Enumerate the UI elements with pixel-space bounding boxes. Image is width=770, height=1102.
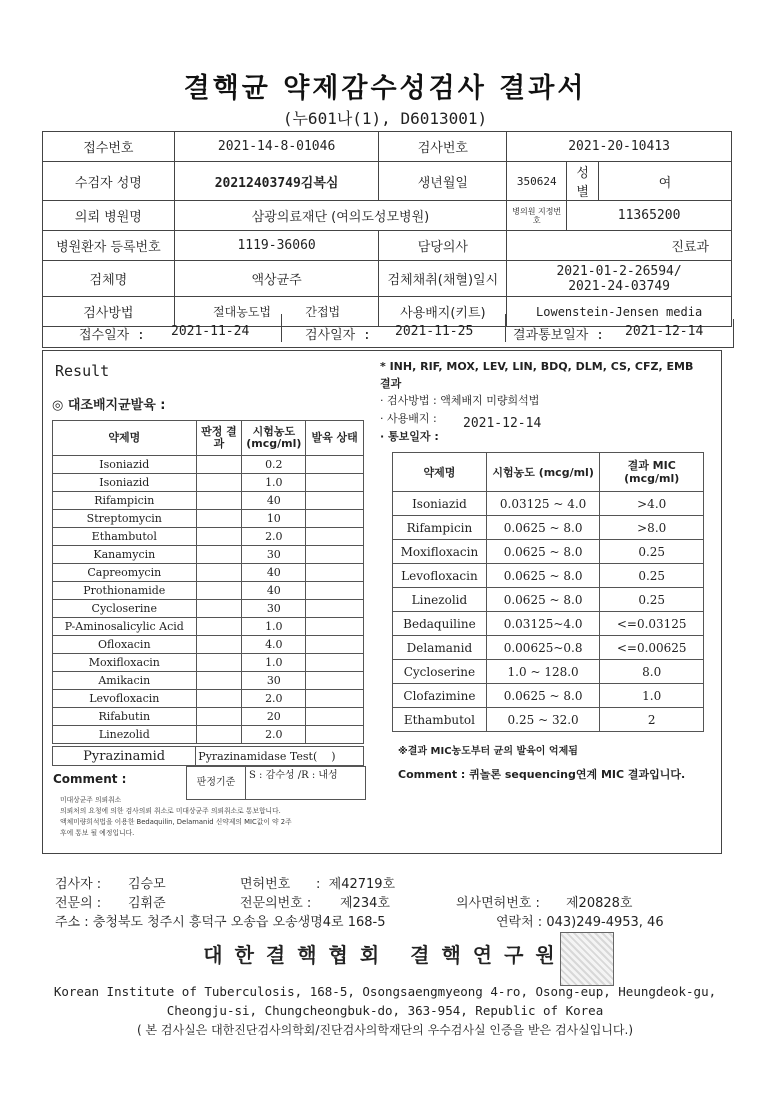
rt-drug-name: Rifampicin [393,516,487,540]
lt-drug-name: Kanamycin [53,546,197,564]
lt-concentration: 30 [242,600,306,618]
lt-growth [306,726,364,744]
lt-concentration: 2.0 [242,726,306,744]
organization-english-1: Korean Institute of Tuberculosis, 168-5, Osongsaengmyeong 4-ro, Osong-eup, Heungdeok-gu, [53,984,717,999]
lt-concentration: 0.2 [242,456,306,474]
lt-judgement [196,456,242,474]
license-no: : 제42719호 [316,877,396,892]
lt-growth [306,582,364,600]
pyrazinamid-row [52,746,364,766]
rt-mic-value: <=0.03125 [600,612,704,636]
patient-name-label: 수검자 성명 [43,162,175,201]
table-row [53,528,364,546]
table-row [53,510,364,528]
rt-concentration-range: 0.0625 ~ 8.0 [486,564,600,588]
lt-concentration: 1.0 [242,474,306,492]
mic-result-word: 결과 [380,377,402,390]
patient-info-table [42,131,732,327]
lt-judgement [196,546,242,564]
lt-judgement [196,582,242,600]
rt-mic-value: 2 [600,708,704,732]
table-row [53,474,364,492]
tester-name: 김승모 [128,877,166,892]
lt-concentration: 40 [242,582,306,600]
table-row [53,546,364,564]
reported-date: 2021-12-14 [625,324,704,339]
rt-concentration-range: 0.03125 ~ 4.0 [486,492,600,516]
mic-table [392,452,704,732]
note-line-3: 액체미량희석법을 이용한 Bedaquilin, Delamanid 신약제의 MIC값이 약 2주 [60,818,292,826]
collection-id-1: 2021-01-2-26594/ [556,263,682,279]
mic-notify-label: · 통보일자 : [380,430,439,443]
lt-drug-name: Cycloserine [53,600,197,618]
lt-concentration: 4.0 [242,636,306,654]
lt-judgement [196,618,242,636]
lt-growth [306,600,364,618]
table-row [393,636,704,660]
note-line-1: 미대상균주 의뢰취소 [60,796,122,804]
lt-growth [306,546,364,564]
lt-drug-name: Rifabutin [53,708,197,726]
rt-concentration-range: 0.25 ~ 32.0 [486,708,600,732]
mic-drug-list: * INH, RIF, MOX, LEV, LIN, BDQ, DLM, CS, CFZ, EMB [380,360,694,373]
lt-growth [306,510,364,528]
lt-concentration: 40 [242,492,306,510]
lt-judgement [196,708,242,726]
rt-concentration-range: 0.03125~4.0 [486,612,600,636]
lt-drug-name: Prothionamide [53,582,197,600]
rt-mic-value: >8.0 [600,516,704,540]
doctor-label: 담당의사 [379,231,507,261]
lt-drug-name: P-Aminosalicylic Acid [53,618,197,636]
table-row [393,492,704,516]
certification-note: ( 본 검사실은 대한진단검사의학회/진단검사의학재단의 우수검사실 인증을 받은 검사실입니다.) [136,1023,633,1037]
rt-mic-value: <=0.00625 [600,636,704,660]
lt-drug-name: Ethambutol [53,528,197,546]
lt-concentration: 2.0 [242,528,306,546]
dates-row [42,319,734,348]
hospital-name: 삼광의료재단 (여의도성모병원) [174,201,506,231]
lt-judgement [196,690,242,708]
method-absolute: 절대농도법 [213,305,272,319]
criteria-label: 판정기준 [187,767,246,799]
organization-english-2: Cheongju-si, Chungcheongbuk-do, 363-954, Republic of Korea [166,1003,604,1018]
note-line-2: 의뢰처의 요청에 의한 검사의뢰 취소로 미대상균주 의뢰취소로 통보합니다. [60,807,281,815]
rt-mic-value: 0.25 [600,564,704,588]
lt-judgement [196,726,242,744]
table-row [53,726,364,744]
method-indirect: 간접법 [305,305,341,319]
table-row [393,708,704,732]
received-label: 접수일자 : [79,328,145,343]
lt-growth [306,492,364,510]
specialist-license-no: 제234호 [340,896,390,911]
table-row [53,456,364,474]
rt-drug-name: Levofloxacin [393,564,487,588]
collection-ids [507,261,732,297]
lt-drug-name: Ofloxacin [53,636,197,654]
lt-drug-name: Isoniazid [53,474,197,492]
specimen-name: 액상균주 [174,261,379,297]
lt-drug-name: Linezolid [53,726,197,744]
table-row [53,636,364,654]
lt-judgement [196,510,242,528]
collection-id-2: 2021-24-03749 [568,278,670,294]
lt-concentration: 40 [242,564,306,582]
specialist-label: 전문의 : [55,896,102,911]
lt-drug-name: Capreomycin [53,564,197,582]
mic-medium: · 사용배지 : [380,412,437,425]
lt-growth [306,672,364,690]
table-row [53,600,364,618]
lt-concentration: 20 [242,708,306,726]
rt-mic-value: 0.25 [600,540,704,564]
contact: 연락처 : 043)249-4953, 46 [496,915,664,930]
table-row [53,690,364,708]
rt-mic-value: 0.25 [600,588,704,612]
lt-judgement [196,636,242,654]
lt-judgement [196,654,242,672]
lt-judgement [196,600,242,618]
lt-judgement [196,672,242,690]
lt-drug-name: Moxifloxacin [53,654,197,672]
lt-concentration: 10 [242,510,306,528]
rt-drug-name: Delamanid [393,636,487,660]
lt-drug-name: Isoniazid [53,456,197,474]
lt-drug-name: Rifampicin [53,492,197,510]
doctor-license-label: 의사면허번호 : [456,896,540,911]
mic-method: · 검사방법 : 액체배지 미량희석법 [380,394,540,407]
table-row [53,582,364,600]
document-code: (누601나(1), D6013001) [282,109,488,128]
table-row [53,708,364,726]
rt-concentration-range: 1.0 ~ 128.0 [486,660,600,684]
specimen-label: 검체명 [43,261,175,297]
table-row [53,672,364,690]
result-heading: Result [55,362,110,380]
lt-header-growth: 발육 상태 [306,421,364,456]
doctor-license-no: 제20828호 [566,896,633,911]
lt-growth [306,528,364,546]
lt-concentration: 1.0 [242,618,306,636]
exam-no: 2021-20-10413 [507,132,732,162]
patient-name: 20212403749김복심 [174,162,379,201]
table-row [393,660,704,684]
medium-value: Lowenstein-Jensen media [507,297,732,327]
lt-growth [306,708,364,726]
lt-drug-name: Streptomycin [53,510,197,528]
note-line-4: 후에 통보 될 예정입니다. [60,829,135,837]
reception-no-label: 접수번호 [43,132,175,162]
mic-note: ※결과 MIC농도부터 균의 발육이 억제됨 [398,746,578,757]
mic-notify-date: 2021-12-14 [463,416,542,431]
lt-drug-name: Amikacin [53,672,197,690]
collection-label: 검체채취(채혈)일시 [379,261,507,297]
table-row [393,564,704,588]
pyrazinamid-label: Pyrazinamid [53,747,196,766]
table-row [53,618,364,636]
lt-growth [306,636,364,654]
exam-no-label: 검사번호 [379,132,507,162]
rt-concentration-range: 0.0625 ~ 8.0 [486,516,600,540]
lt-growth [306,654,364,672]
table-row [393,516,704,540]
lt-growth [306,618,364,636]
organization-korean: 대한결핵협회 결핵연구원 [203,943,567,967]
lt-header-concentration: 시험농도 (mcg/ml) [242,421,306,456]
lt-growth [306,690,364,708]
rt-drug-name: Ethambutol [393,708,487,732]
rt-mic-value: >4.0 [600,492,704,516]
document-title: 결핵균 약제감수성검사 결과서 [183,73,587,104]
lt-growth [306,456,364,474]
pyrazinamidase-test: Pyrazinamidase Test( ) [196,747,364,766]
rt-concentration-range: 0.0625 ~ 8.0 [486,684,600,708]
rt-drug-name: Linezolid [393,588,487,612]
method-label: 검사방법 [43,297,175,327]
hospital-label: 의뢰 병원명 [43,201,175,231]
sex-value: 여 [599,162,732,201]
rt-concentration-range: 0.0625 ~ 8.0 [486,588,600,612]
rt-concentration-range: 0.0625 ~ 8.0 [486,540,600,564]
lt-growth [306,474,364,492]
specialist-name: 김휘준 [128,896,166,911]
lt-concentration: 1.0 [242,654,306,672]
lt-judgement [196,564,242,582]
registration-no: 1119-36060 [174,231,379,261]
table-row [393,612,704,636]
lt-judgement [196,492,242,510]
tested-date: 2021-11-25 [395,324,474,339]
sex-label: 성별 [567,162,599,201]
rt-drug-name: Clofazimine [393,684,487,708]
rt-drug-name: Cycloserine [393,660,487,684]
department-label: 진료과 [507,231,732,261]
lt-header-drug: 약제명 [53,421,197,456]
lt-concentration: 2.0 [242,690,306,708]
rt-header-mic: 결과 MIC (mcg/ml) [600,453,704,492]
rt-drug-name: Isoniazid [393,492,487,516]
reported-label: 결과통보일자 : [513,328,605,343]
hospital-code: 11365200 [567,201,732,231]
lt-growth [306,564,364,582]
absolute-concentration-table [52,420,364,744]
birth-label: 생년월일 [379,162,507,201]
registration-no-label: 병원환자 등록번호 [43,231,175,261]
lt-judgement [196,528,242,546]
criteria-box [186,766,366,800]
table-row [53,564,364,582]
medium-label: 사용배지(키트) [379,297,507,327]
lt-concentration: 30 [242,672,306,690]
license-label: 면허번호 [240,877,291,892]
table-row [393,684,704,708]
table-row [53,492,364,510]
right-comment: Comment : 퀴놀론 sequencing연계 MIC 결과입니다. [398,768,686,781]
criteria-value: S : 감수성 /R : 내성 [249,770,338,781]
rt-drug-name: Moxifloxacin [393,540,487,564]
lt-judgement [196,474,242,492]
address: 주소 : 충청북도 청주시 흥덕구 오송읍 오송생명4로 168-5 [55,915,386,930]
tested-label: 검사일자 : [305,328,371,343]
birth-date: 350624 [507,162,567,201]
control-medium-label: ◎ 대조배지균발육 : [52,398,166,413]
rt-mic-value: 8.0 [600,660,704,684]
lt-header-judgement: 판정 결과 [196,421,242,456]
table-row [393,588,704,612]
tester-label: 검사자 : [55,877,102,892]
left-comment-label: Comment : [53,772,127,786]
lt-drug-name: Levofloxacin [53,690,197,708]
rt-drug-name: Bedaquiline [393,612,487,636]
hospital-code-label: 병의원 지정번호 [507,201,567,231]
table-row [53,654,364,672]
rt-header-drug: 약제명 [393,453,487,492]
rt-concentration-range: 0.00625~0.8 [486,636,600,660]
lt-concentration: 30 [242,546,306,564]
rt-mic-value: 1.0 [600,684,704,708]
reception-no: 2021-14-8-01046 [174,132,379,162]
table-row [393,540,704,564]
received-date: 2021-11-24 [171,324,250,339]
specialist-license-label: 전문의번호 : [240,896,312,911]
rt-header-concentration: 시험농도 (mcg/ml) [486,453,600,492]
